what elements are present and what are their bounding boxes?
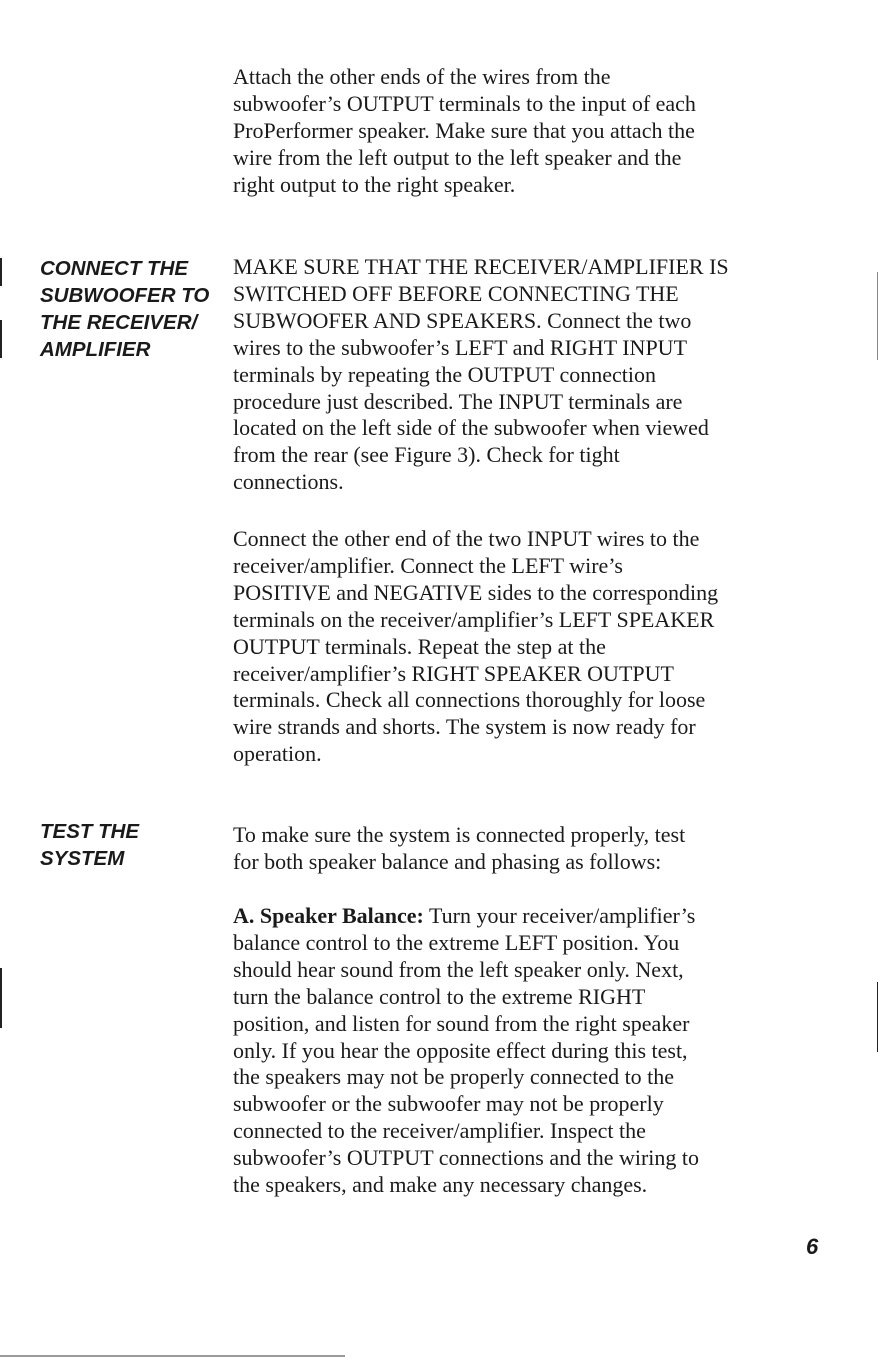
left-edge-mark — [0, 320, 2, 358]
text-line: SUBWOOFER AND SPEAKERS. Connect the two — [233, 307, 692, 333]
text-line: wire strands and shorts. The system is now ready for — [233, 714, 696, 740]
text-line: for both speaker balance and phasing as follows: — [233, 848, 662, 874]
text-line: terminals by repeating the OUTPUT connection — [233, 361, 656, 387]
text-line: position, and listen for sound from the right speaker — [233, 1010, 690, 1036]
text-line: only. If you hear the opposite effect during this test, — [233, 1037, 688, 1063]
heading-line: AMPLIFIER — [40, 338, 151, 361]
text-fragment: Turn your receiver/amplifier’s — [423, 903, 696, 928]
text-line: operation. — [233, 741, 322, 767]
text-line: the speakers, and make any necessary changes. — [233, 1172, 648, 1198]
text-line: POSITIVE and NEGATIVE sides to the corresponding — [233, 579, 719, 605]
text-line — [233, 903, 793, 930]
heading-line: THE RECEIVER/ — [40, 311, 198, 334]
text-line: wires to the subwoofer’s LEFT and RIGHT INPUT — [233, 334, 688, 360]
text-line: from the rear (see Figure 3). Check for tight — [233, 442, 620, 468]
text-line: connections. — [233, 469, 344, 495]
heading-line: TEST THE — [40, 820, 140, 843]
text-line: Attach the other ends of the wires from the — [233, 64, 611, 89]
speaker-balance-paragraph — [233, 903, 793, 1199]
text-line: subwoofer’s OUTPUT connections and the wiring to — [233, 1145, 700, 1171]
left-edge-mark — [0, 258, 2, 286]
text-line: Connect the other end of the two INPUT wires to the — [233, 526, 700, 551]
connect-paragraph-2 — [233, 526, 793, 768]
text-line: receiver/amplifier. Connect the LEFT wire’s — [233, 552, 623, 578]
text-line: terminals. Check all connections thoroughly for loose — [233, 687, 706, 713]
right-edge-mark — [877, 272, 878, 360]
text-line: connected to the receiver/amplifier. Inspect the — [233, 1118, 646, 1144]
heading-line: SUBWOOFER TO — [40, 284, 210, 307]
text-line: turn the balance control to the extreme RIGHT — [233, 983, 646, 1009]
text-line: receiver/amplifier’s RIGHT SPEAKER OUTPUT — [233, 660, 674, 686]
text-line: balance control to the extreme LEFT position. You — [233, 929, 680, 955]
left-edge-mark — [0, 968, 2, 1028]
text-line: procedure just described. The INPUT terminals are — [233, 388, 683, 414]
text-line: subwoofer’s OUTPUT terminals to the input of each — [233, 90, 696, 116]
text-line: wire from the left output to the left speaker and the — [233, 144, 682, 170]
text-line: OUTPUT terminals. Repeat the step at the — [233, 633, 606, 659]
text-line: should hear sound from the left speaker only. Next, — [233, 956, 684, 982]
connect-section-heading — [40, 255, 220, 363]
test-intro-paragraph — [233, 822, 793, 876]
heading-line: CONNECT THE — [40, 257, 189, 280]
text-line: ProPerformer speaker. Make sure that you attach the — [233, 117, 695, 143]
text-line: terminals on the receiver/amplifier’s LEFT SPEAKER — [233, 606, 715, 632]
text-line: MAKE SURE THAT THE RECEIVER/AMPLIFIER IS — [233, 254, 729, 279]
intro-paragraph — [233, 64, 793, 199]
text-line: subwoofer or the subwoofer may not be properly — [233, 1091, 664, 1117]
speaker-balance-lead: A. Speaker Balance: — [233, 903, 424, 928]
bottom-edge-rule — [0, 1355, 345, 1357]
connect-paragraph-1 — [233, 254, 793, 496]
page-number: 6 — [806, 1234, 819, 1259]
heading-line: SYSTEM — [40, 847, 125, 870]
text-line: located on the left side of the subwoofer when viewed — [233, 415, 709, 441]
text-line: To make sure the system is connected properly, test — [233, 822, 686, 847]
text-line: right output to the right speaker. — [233, 171, 516, 197]
right-edge-mark — [877, 982, 878, 1052]
test-section-heading — [40, 818, 220, 872]
text-line: the speakers may not be properly connected to the — [233, 1064, 675, 1090]
text-line: SWITCHED OFF BEFORE CONNECTING THE — [233, 280, 679, 306]
